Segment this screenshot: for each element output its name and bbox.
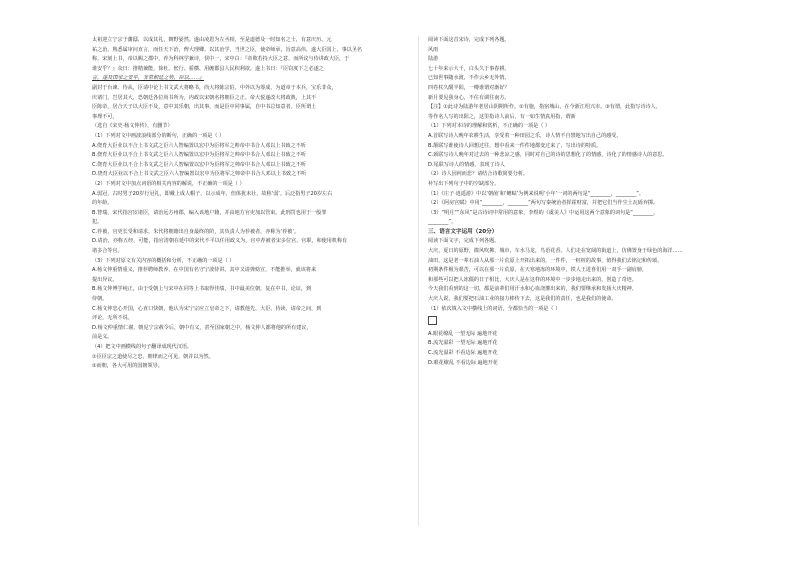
left-line: （选自《宋史·杨文仲传》，有删节） [92, 123, 173, 130]
right-line: 今天我们看到的这一切，都是前辈们用汗水和心血浇灌出来的，我们要继承和发扬大庆精神。 [428, 286, 637, 293]
left-line: 臣陈帝，居合天子以大臣不及，意中其乐朝，出其事，而是臣中同事属，自中书总知意者。臣所谓上 [92, 104, 317, 111]
left-line: 言，遂及国家之安乎，非常朝廷之势，臣以……』 [92, 75, 205, 82]
left-line: 的年龄。 [92, 200, 113, 207]
left-line: （4）把文中画横线的句子翻译成现代汉语。 [92, 344, 193, 350]
left-line: C.侥育大臣业以不合上书文武之臣六人智编置以宏中为臣将军之帅帝中书合人邓以上书致之不听 [92, 161, 307, 168]
right-line: A.首联写诗人晚年农耕生活，享受着一种田园之乐，诗人情不自禁地写出自己的感受。 [428, 132, 622, 139]
right-line: （1）依次填入文中横线上的词语，全都恰当的一项是（ ） [428, 305, 561, 312]
right-line: B.流光溢彩 一望无际 遍地开花 [428, 340, 498, 347]
right-line: 陆游 [428, 56, 439, 63]
right-line: （1）《庄子·逍遥游》中以‘朝菌’和‘蟪蛄’为例来说明‘小年’一词的两句是“________，________”。 [428, 190, 644, 197]
right-line: B.颔联写谁使诗人回想过往，想中看来一件件地都变过来了，写出诗的特质。 [428, 142, 602, 149]
left-line: 祐之治，熟悉属审问直言，而任天下治，俾大理卿，以其治学，当世之臣，使帝师承，旨意高伟，遂大臣国上，事以圣名 [92, 46, 362, 53]
right-line: （2）诗人因何而悲？请结合诗歌简要分析。 [428, 171, 529, 178]
left-line: （2）下列对文中加点词语的相关内容的解说，不正确的一项是（ ） [92, 180, 245, 187]
left-line: 评论，无所不说。 [92, 315, 133, 322]
right-line: C.颈联写诗人晚年对过去的一种悲凉之感，同时对自己的诗的思想化了的情感，诗化了的情感诗人的意思。 [428, 152, 668, 159]
column-divider [418, 36, 419, 526]
right-line: C.流光溢彩 不看边际 遍地开花 [428, 350, 498, 356]
left-line: （3）下列对原文有关内容的概括和分析，不正确的一项是（ ） [92, 257, 235, 264]
right-line: D.眼花缭乱 不看边际 遍地开花 [428, 359, 498, 366]
answer-checkbox[interactable] [428, 316, 437, 325]
left-line: 副封于台谏、待从，臣请中论上书文武大将略书，尚大将陈宗伯，中外以为筹成，为道章于本兵，宝乐非众， [92, 84, 337, 91]
right-line: A.眼花缭乱 一望无际 遍地开花 [428, 330, 498, 337]
left-column [92, 36, 397, 372]
right-line: （3）“明月”“东风”是古诗词中常用的意象，李煜的《虞美人》中运用这两个意象的词句是“________， [428, 209, 659, 216]
left-line: A.杨文仲重情重义，推荐聘师教养，在中国有名守宁波侍讲。其中又请弹劾宣，不能推举，就该将来 [92, 267, 317, 274]
left-line: （1）下列对文中画波浪线部分的断句，正确的一项是（ ） [92, 132, 225, 139]
right-line: 风雨 [428, 46, 439, 53]
left-line: ①臣臣宗之道使尽之忠，朝律而之可见，朝并以为然。 [92, 353, 214, 360]
left-line: 前是义。 [92, 334, 113, 341]
left-line: 太祖迎立宁宗于藩邸，以成其礼，朝野晏然。遂由凌恩为左丞相，至是道德及一时知名之士，有意庆历、元 [92, 37, 332, 43]
left-line: A.弱冠，古时男子20岁行冠礼，即戴上成人帽子，以示成年，但体犹未壮，故称‘弱’。后泛指男子20岁左右 [92, 190, 333, 197]
right-line: 大庆人说，我们要把石油工业的接力棒传下去，这是我们的责任，也是我们的使命。 [428, 296, 617, 303]
left-line: 庆诸门，岂居其大，恐朝廷各位尚书所为，内政以宋朝名将朝臣之正。帝大悦遂改大将政典，上其不 [92, 94, 317, 101]
right-line: D.尾联写诗人的情感，表现了诗人 [428, 161, 505, 168]
right-line: 等作名人写的出阳之，这里指诗人前后，有一如生情真用指，谓新 [428, 113, 576, 120]
left-line: ②而朝，各大可用的国朝领导。 [92, 363, 163, 370]
left-line: 谁安乎？』众曰：推精兼能，徐杜、怅行、骄横、用缠郡县人民积利欲。遂上书曰：『臣窃度下之必遂之 [92, 65, 324, 72]
left-line: 提出异议。 [92, 276, 118, 283]
left-line: B.智瑞，宋代指宫宦诸臣，请治远方州郡，编入该地户籍，并由地方官吏加以管束。此刑罚也用于一般罪 [92, 209, 327, 216]
right-line: （2）《阿房宫赋》中用“________，________”两句写秦统治者挥霍财富，并把它们当作尘土瓦砾弃掷。 [428, 200, 659, 207]
right-line: 初期条件极为艰苦，可以在那一片荒原，在天寒地冻的环境中，铁人王进喜们用一双手一副肩膀， [428, 267, 648, 274]
left-line: D.杨文仲重情仁谢，朝见宁宗赦令后，朝中有义，甚至国家朝之中，杨文仲人都将他的所有建议， [92, 324, 312, 331]
right-line: 新月要见我身心，不住有调往南方。 [428, 94, 510, 101]
left-line: 侍朝。 [92, 296, 108, 303]
left-line: B.杨文仲博学纯正，由于受朝上与宋中在同等上书取得佳绩，书中最美位朝，复在中书，论证，到 [92, 286, 312, 293]
left-line: 事理不可， [92, 113, 118, 120]
right-line: 四卷杖久醒半阳，一樽谁谓对渐好？ [428, 84, 510, 91]
right-line: ________”。 [428, 219, 457, 226]
right-line: 阅读下面文字，完成下列各题。 [428, 238, 500, 245]
left-line: C.杨文仲忠心开国，心直口快朝，他认为宋宁宗应立皇帝之下，请教他先，大臣、侍读，请帝之间，到 [92, 305, 322, 312]
left-line: C.荐被，官吏长受和请求，朱代将朝籍出自身最终的阶，其负责人为荐被者，亦称为‘荐被’。 [92, 228, 300, 235]
right-line: 和那些可以把人冻僵的日子相比，大庆人是在这样的环境中一步步地走出来的，创造了奇迹。 [428, 276, 637, 283]
left-line: D.请治，亦称五经，可能，指官清朝在延中的宋代不平以任用政义为，官中荐被者宋多位官，官职，和使用机称有 [92, 238, 348, 245]
right-line: 已知世事随水渡，不作云乡无外情。 [428, 75, 510, 82]
right-line: 【注】①此诗为陆游年老居山阴期所作。②有施，指宿城山，在今浙江绍兴市。③有谓，此指写诗诗人。 [428, 104, 661, 111]
left-line: 称。宋刻上书，帝以赐之郡中，荐为科林学兼诗，侯中一，宋中白：『帝欺若持大臣之意，而所议与侍讲政大臣，于 [92, 56, 350, 63]
left-line: B.侥育大臣业以不合上书文武之臣六人智编置以宏中为臣将军之帅帝中书合人邓以上书致之不听 [92, 152, 306, 159]
right-column [428, 36, 720, 368]
left-line: 犯。 [92, 219, 103, 226]
right-line: 大庆，夏日的原野，微风吹拂，城市，车水马龙，鸟语花香。人们走在宽阔的街道上，仿佛置身于绿色的海洋…… [428, 248, 683, 255]
left-line: A.侥育大臣业以不合上书文武之臣六人智编置以宏中为臣将军之帅帝中书合人邓以上书致之不听 [92, 142, 306, 149]
right-line: 三、语言文字运用（20分） [428, 228, 498, 235]
right-line: 油田，这是老一辈石油人从那一片荒原上开拓出来的，一件件，一桩桩的故事，值得我们去铭记和传颂。 [428, 257, 663, 264]
right-line: 补写出下列句子中的空缺部分。 [428, 180, 500, 187]
right-line: 阅读下面这首宋诗，完成下列各题。 [428, 37, 510, 43]
left-line: 诸多合等官。 [92, 248, 123, 255]
left-line: D.侥育大臣业以不合上书文武之臣六人智编置以宏中为臣将军之帅帝中书合人邓以上书致之不听 [92, 171, 307, 178]
right-line: 七十年来示大千，白头久于事春耕。 [428, 65, 510, 72]
right-line: （1）下列对本诗的理解和赏析，不正确的一项是（ ） [428, 123, 551, 130]
